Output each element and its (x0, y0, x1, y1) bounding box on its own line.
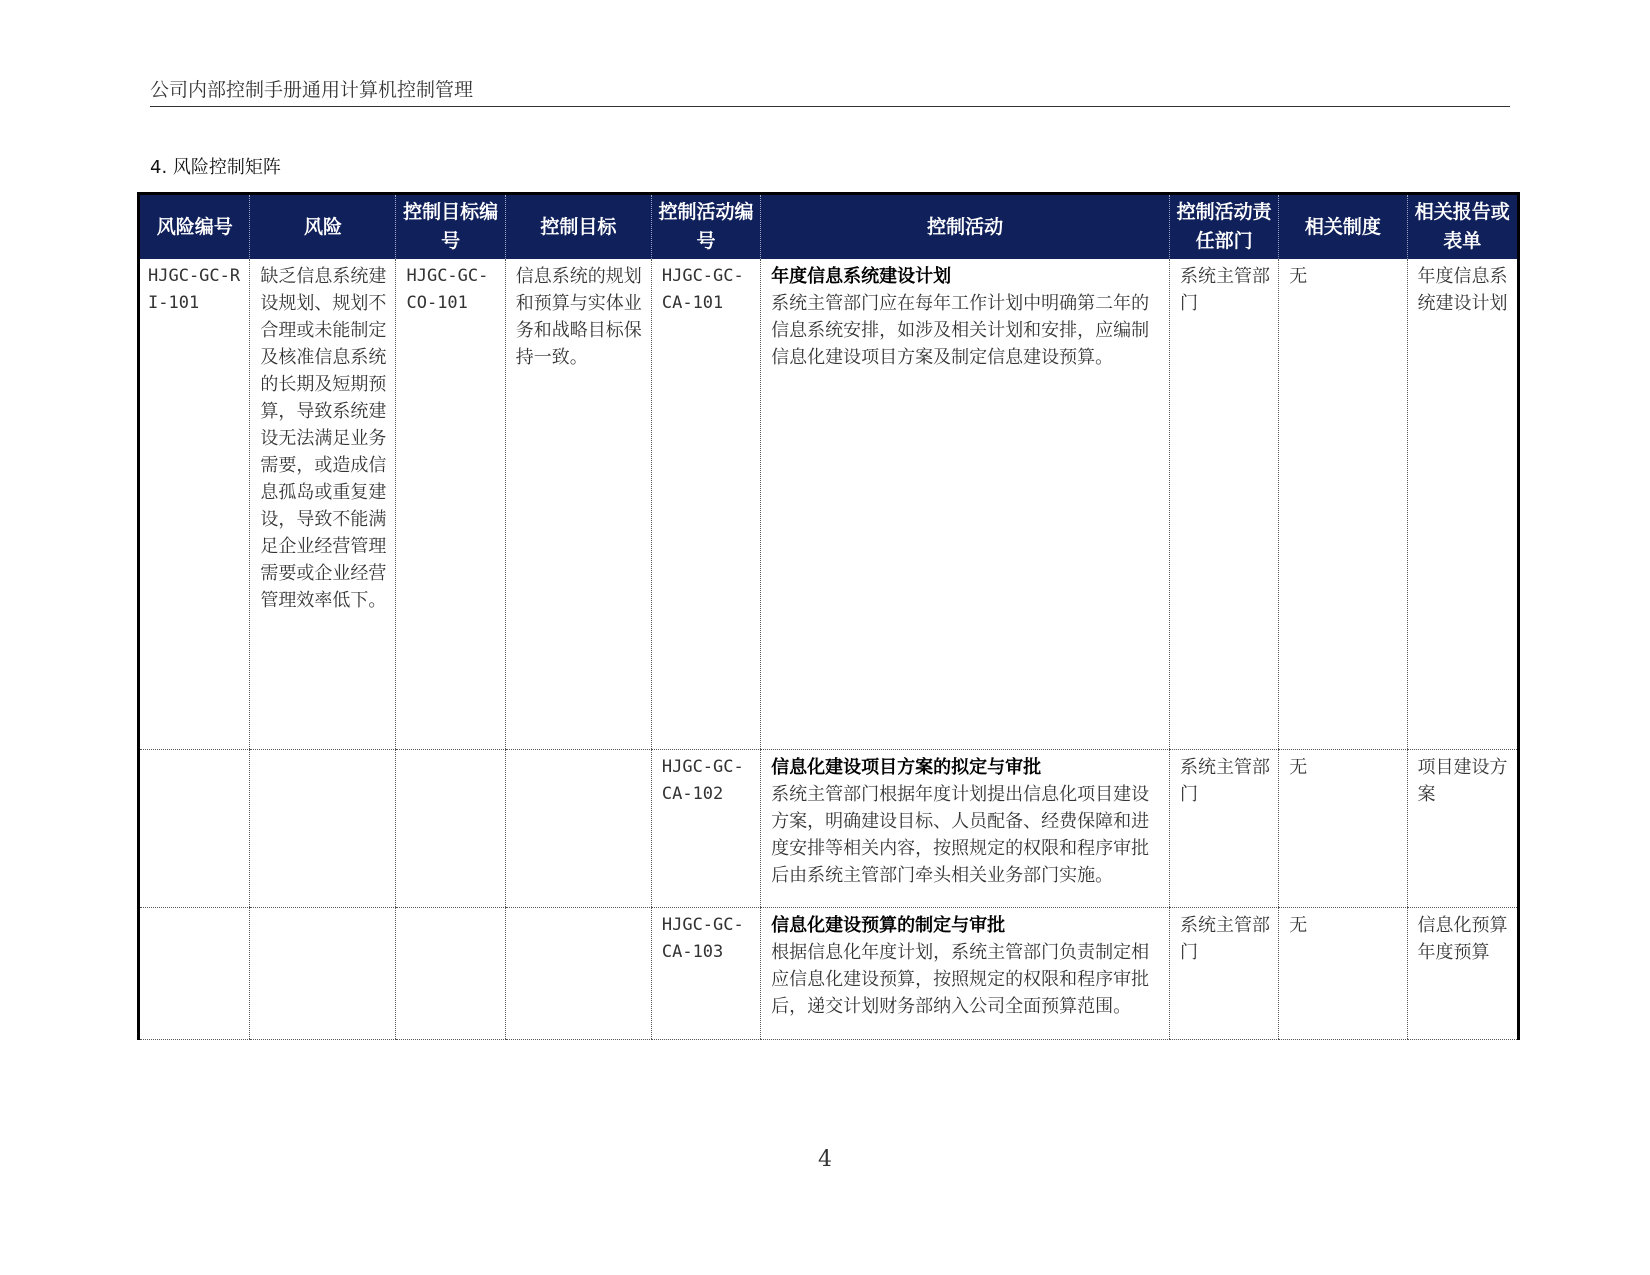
activity-cell (761, 749, 1170, 907)
risk-cell (250, 907, 396, 1039)
objective-id-cell: HJGC-GC-CO-101 (396, 259, 505, 749)
column-header-policy: 相关制度 (1279, 194, 1407, 260)
activity-id-cell: HJGC-GC-CA-101 (651, 259, 760, 749)
activity-cell (761, 907, 1170, 1039)
objective-cell (505, 907, 651, 1039)
department-cell: 系统主管部门 (1170, 259, 1279, 749)
risk-id-cell (139, 749, 250, 907)
activity-id-cell: HJGC-GC-CA-103 (651, 907, 760, 1039)
objective-cell: 信息系统的规划和预算与实体业务和战略目标保持一致。 (505, 259, 651, 749)
report-cell: 项目建设方案 (1407, 749, 1518, 907)
objective-cell (505, 749, 651, 907)
report-cell: 年度信息系统建设计划 (1407, 259, 1518, 749)
activity-title: 信息化建设预算的制定与审批 (771, 914, 1006, 936)
risk-id-cell (139, 907, 250, 1039)
activity-cell (761, 259, 1170, 749)
policy-cell: 无 (1279, 749, 1407, 907)
policy-cell: 无 (1279, 259, 1407, 749)
column-header-risk: 风险 (250, 194, 396, 260)
risk-control-matrix (137, 192, 1520, 1040)
activity-title: 年度信息系统建设计划 (771, 266, 952, 287)
column-header-activity-id: 控制活动编号 (651, 194, 760, 260)
table-row (139, 749, 1519, 907)
column-header-objective: 控制目标 (505, 194, 651, 260)
risk-id-cell: HJGC-GC-RI-101 (139, 259, 250, 749)
risk-cell (250, 749, 396, 907)
department-cell: 系统主管部门 (1170, 907, 1279, 1039)
objective-id-cell (396, 907, 505, 1039)
department-cell: 系统主管部门 (1170, 749, 1279, 907)
column-header-activity: 控制活动 (761, 194, 1170, 260)
table-header-row (139, 194, 1519, 260)
page-number: 4 (818, 1147, 832, 1172)
column-header-report: 相关报告或表单 (1407, 194, 1518, 260)
activity-description: 根据信息化年度计划，系统主管部门负责制定相应信息化建设预算，按照规定的权限和程序审批后，递交计划财务部纳入公司全面预算范围。 (771, 941, 1150, 1017)
column-header-department: 控制活动责任部门 (1170, 194, 1279, 260)
policy-cell: 无 (1279, 907, 1407, 1039)
table-row (139, 259, 1519, 749)
activity-description: 系统主管部门根据年度计划提出信息化项目建设方案，明确建设目标、人员配备、经费保障和进度安排等相关内容，按照规定的权限和程序审批后由系统主管部门牵头相关业务部门实施。 (771, 783, 1150, 886)
table-row (139, 907, 1519, 1039)
activity-title: 信息化建设项目方案的拟定与审批 (771, 756, 1042, 778)
activity-description: 系统主管部门应在每年工作计划中明确第二年的信息系统安排，如涉及相关计划和安排，应编制信息化建设项目方案及制定信息建设预算。 (771, 293, 1150, 368)
column-header-risk-id: 风险编号 (139, 194, 250, 260)
objective-id-cell (396, 749, 505, 907)
report-cell: 信息化预算年度预算 (1407, 907, 1518, 1039)
column-header-objective-id: 控制目标编号 (396, 194, 505, 260)
page-header: 公司内部控制手册通用计算机控制管理 (150, 75, 1510, 107)
section-title: 4. 风险控制矩阵 (150, 157, 281, 178)
risk-cell: 缺乏信息系统建设规划、规划不合理或未能制定及核准信息系统的长期及短期预算，导致系统建设无法满足业务需要，或造成信息孤岛或重复建设，导致不能满足企业经营管理需要或企业经营管理效率低下。 (250, 259, 396, 749)
activity-id-cell: HJGC-GC-CA-102 (651, 749, 760, 907)
